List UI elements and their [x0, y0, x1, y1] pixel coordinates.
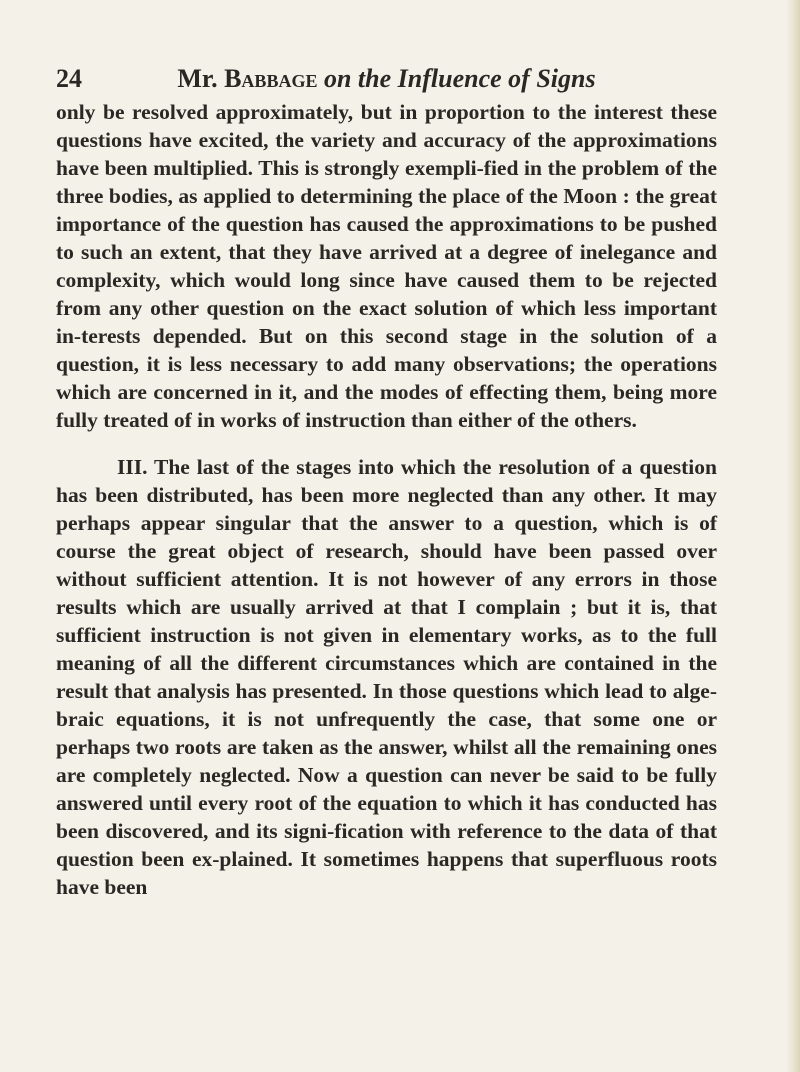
page-number: 24	[56, 64, 82, 93]
page-header	[56, 60, 717, 100]
title-word-signs: Signs	[536, 64, 596, 93]
title-word-the: the	[357, 64, 392, 93]
title-word-of: of	[508, 64, 530, 93]
title-word-influence: Influence	[397, 64, 502, 93]
body-text	[56, 98, 717, 901]
running-title	[56, 64, 717, 94]
paragraph: III. The last of the stages into which the resolution of a question has been distributed, has been more neglected than any other. It may perhaps appear singular that the answer to a question, which is of course the great object of research, should have been passed over without sufficient attention. It is not however of any errors in those results which are usually arrived at that I complain ; but it is, that sufficient instruction is not given in elementary works, as to the full meaning of all the different circumstances which are contained in the result that analysis has presented. In those questions which lead to alge-braic equations, it is not unfrequently the case, that some one or perhaps two roots are taken as the answer, whilst all the remaining ones are completely neglected. Now a question can never be said to be fully answered until every root of the equation to which it has conducted has been discovered, and its signi-fication with reference to the data of that question been ex-plained. It sometimes happens that superfluous roots have been	[56, 455, 717, 899]
page-edge-shadow	[786, 0, 800, 1072]
author-prefix: Mr.	[177, 64, 218, 93]
author-name: Babbage	[224, 64, 318, 93]
paragraph: only be resolved approximately, but in proportion to the interest these questions have excited, the variety and accuracy of the approximations have been multiplied. This is strongly exempli-fied in the problem of the three bodies, as applied to determining the place of the Moon : the great importance of the question has caused the approximations to be pushed to such an extent, that they have arrived at a degree of inelegance and complexity, which would long since have caused them to be rejected from any other question on the exact solution of which less important in-terests depended. But on this second stage in the solution of a question, it is less necessary to add many observations; the operations which are concerned in it, and the modes of effecting them, being more fully treated of in works of instruction than either of the others.	[56, 100, 717, 432]
title-word-on: on	[323, 64, 352, 93]
